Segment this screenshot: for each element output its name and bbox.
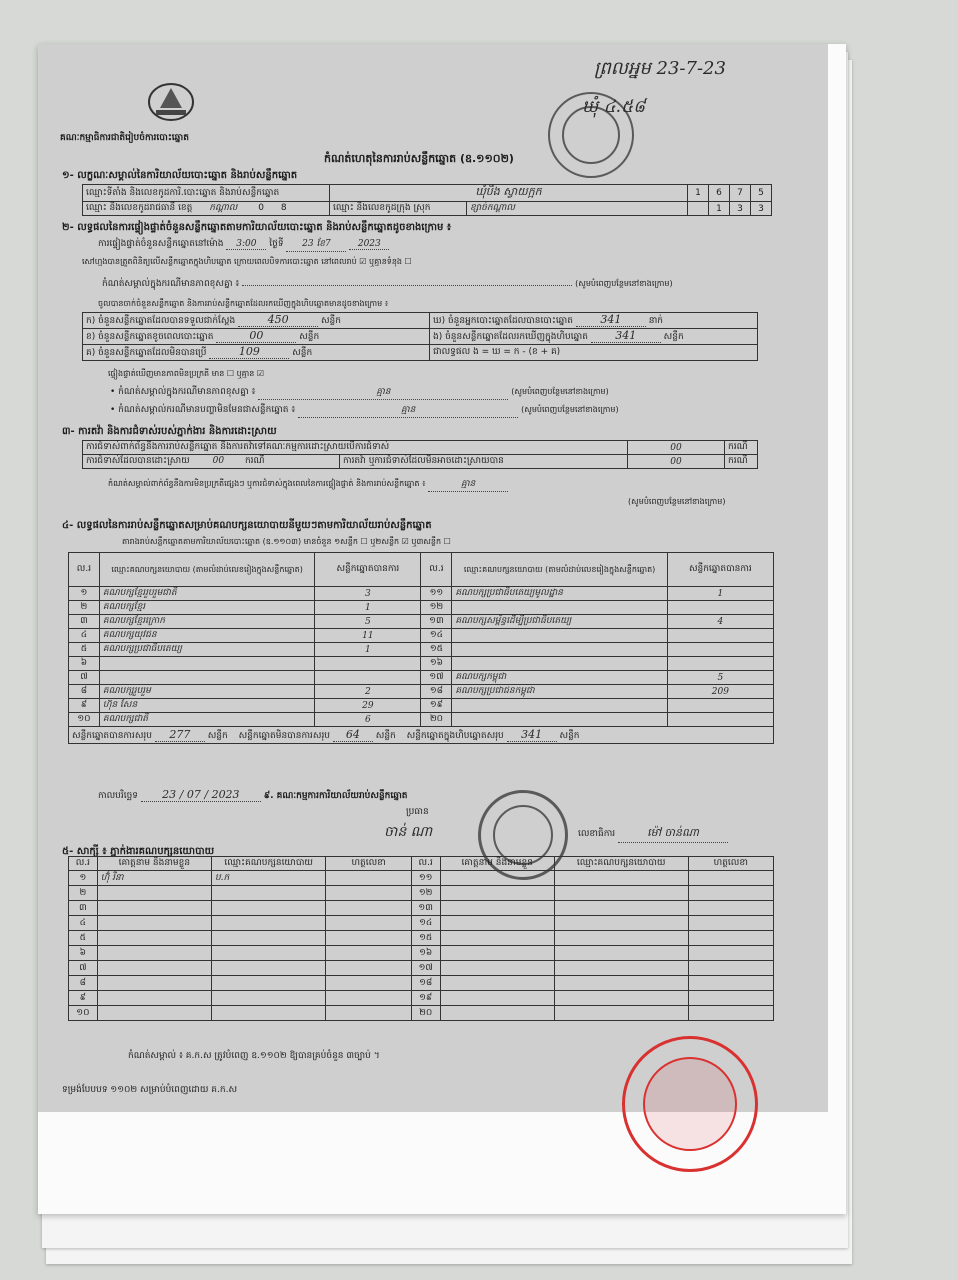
witness-name [440,886,554,901]
b-label: ខ) ចំនួនសន្លឹកឆ្នោតខូចពេលបោះឆ្នោត [86,332,214,342]
witness-party [211,916,325,931]
d-label: ឃ) ចំនួនអ្នកបោះឆ្នោតដែលបានបោះឆ្នោត [433,316,573,326]
witness-name [97,946,211,961]
witness-signature [688,886,773,901]
witness-no: ៣ [69,901,98,916]
vote-count [667,601,773,615]
form-sheet [38,44,846,1214]
col-party-left: ឈ្មោះគណបក្សនយោបាយ (តាមលំដាប់លេខរៀងក្នុងសន្លឹកឆ្នោត) [99,553,314,587]
col-party-right: ឈ្មោះគណបក្សនយោបាយ (តាមលំដាប់លេខរៀងក្នុងសន្លឹកឆ្នោត) [452,553,667,587]
witness-name [440,976,554,991]
witness-party [554,886,688,901]
c-label: គ) ចំនួនសន្លឹកឆ្នោតដែលមិនបានប្រើ [86,348,207,358]
section2-title: ២- លទ្ធផលនៃការផ្ទៀងផ្ទាត់ចំនួនសន្លឹកឆ្នោតតាមការិយាល័យបោះឆ្នោត និងរាប់សន្លឹកឆ្នោតដូចខាងក្រោម ៖ [62,222,452,233]
witness-party [211,946,325,961]
witness-signature [326,901,411,916]
party-results-table: ល.រ ឈ្មោះគណបក្សនយោបាយ (តាមលំដាប់លេខរៀងក្នុងសន្លឹកឆ្នោត) សន្លឹកឆ្នោតបានការ ល.រ ឈ្មោះគណបក្សនយោបាយ (តាមលំដាប់លេខរៀងក្នុងសន្លឹកឆ្នោត) សន្លឹកឆ្នោតបានការ ១ គណបក្សខ្មែររួបរួមជាតិ 3 ១១ គណបក្សប្រជាធិបតេយ្យមូលដ្ឋាន 1 ២ គណបក្សខ្មែរ 1 ១២ ៣ គណបក្សខ្មែរក្រោក 5 ១៣ គណបក្សសម្ព័ន្ធដើម្បីប្រជាធិបតេយ្យ 4 ៤ គណបក្សយុវជន 11 ១៤ ៥ គណបក្សប្រជាធិបតេយ្យ 1 ១៥ ៦ ១៦ ៧ ១៧ គណបក្សកម្ពុជា 5 ៨ គណបក្សរួបរួម 2 ១៨ គណបក្សប្រជាជនកម្ពុជា 209 ៩ ហ៊ុន សែន 29 ១៩ ១០ គណបក្សជាតិ 6 ២០ សន្លឹកឆ្នោតបានការសរុប 277 សន្លឹក សន្លឹកឆ្នោតមិនបានការសរុប 64 សន្លឹក សន្លឹកឆ្នោតក្នុងហិបឆ្នោតសរុប 341 សន្លឹក [68,552,774,744]
col-no-left: ល.រ [69,553,100,587]
witness-row [69,961,774,976]
section4-title: ៤- លទ្ធផលនៃការរាប់សន្លឹកឆ្នោតសម្រាប់គណបក្សនយោបាយនីមួយៗតាមការិយាល័យរាប់សន្លឹកឆ្នោត [62,520,432,531]
section5-note: កំណត់សម្គាល់ ៖ គ.ក.ស ត្រូវបំពេញ ឧ.១១០២ ឱ្យបានគ្រប់ចំនួន ៣ច្បាប់ ។ [128,1051,380,1061]
witness-row [69,901,774,916]
top-handwritten-date: ព្រលអ្នម 23-7-23 [594,58,726,79]
e-value: 341 [591,329,661,343]
witness-row [69,871,774,886]
row-no: ៤ [69,629,100,643]
total-invalid-label: សន្លឹកឆ្នោតមិនបានការសរុប [238,730,331,741]
row-no: ១០ [69,713,100,727]
secretary: លេខាធិការ ម៉ៅ ចាន់ណា [578,826,728,843]
witness-name [97,961,211,976]
witness-signature [688,901,773,916]
section2-sub-intro: ចូលបានចាក់ចំនួនសន្លឹកឆ្នោត និងការរាប់សន្លឹកឆ្នោតដែលរកឃើញក្នុងហិបឆ្នោតមានដូចខាងក្រោម ៖ [98,299,389,308]
row-no: ១២ [421,601,452,615]
row-no: ១៧ [421,671,452,685]
witness-signature [326,961,411,976]
witness-name [440,931,554,946]
vote-count: 29 [315,699,421,713]
s3-row1-unit: ករណី [725,441,758,455]
witness-signature [326,871,411,886]
witness-party [211,1006,325,1021]
w-col-no-right: ល.រ [411,857,440,871]
commission-name: គណៈកម្មាធិការជាតិរៀបចំការបោះឆ្នោត [60,133,189,143]
party-name: ហ៊ុន សែន [99,699,314,713]
witness-no: ៩ [69,991,98,1006]
witness-no: ៥ [69,931,98,946]
witness-row [69,916,774,931]
witness-party: ប.ក [211,871,325,886]
witness-name [97,976,211,991]
party-name [452,657,667,671]
row1-value: ឃុំបឹង ស្វាយក្អក [330,185,688,202]
vote-count: 209 [667,685,773,699]
witness-signature [326,991,411,1006]
row1-code-4: 5 [751,185,772,202]
witness-signature [688,961,773,976]
verify-line: ការផ្ទៀងផ្ទាត់ចំនួនសន្លឹកឆ្នោតនៅម៉ោង 3:00 ថ្ងៃទី 23 ខែ7 2023 [98,238,389,252]
section2-note2: • កំណត់សម្គាល់ក្នុងករណីមានភាពខុសគ្នា ៖ គ្មាន (សូមបំពេញបន្ថែមនៅខាងក្រោម) [110,386,609,400]
row1-code-3: 7 [730,185,751,202]
s3-row2-unit2: ករណី [725,455,758,469]
party-name: គណបក្សប្រជាធិបតេយ្យ [99,643,314,657]
witness-name [97,1006,211,1021]
row-no: ២០ [421,713,452,727]
table-row [69,601,774,615]
row2-value: កណ្ដាល [209,203,238,213]
e-label: ង) ចំនួនសន្លឹកឆ្នោតដែលរកឃើញក្នុងហិបឆ្នោត [433,332,588,342]
vote-count [667,629,773,643]
row-no: ១៥ [421,643,452,657]
witness-party [554,871,688,886]
vote-count: 2 [315,685,421,699]
party-name: គណបក្សកម្ពុជា [452,671,667,685]
row2-code2-1: 1 [709,202,730,216]
witness-row [69,886,774,901]
form-footer: ទម្រង់បែបបទ ១១០២ សម្រាប់បំពេញដោយ គ.ក.ស [62,1085,238,1095]
party-name [452,713,667,727]
red-seal-stamp [622,1036,758,1172]
witness-row [69,1006,774,1021]
witness-name [440,946,554,961]
b-value: 00 [216,329,296,343]
witness-party [554,901,688,916]
witness-signature [688,976,773,991]
section3-title: ៣- ការតវ៉ា និងការជំទាស់របស់ភ្នាក់ងារ និងការដោះស្រាយ [62,426,277,437]
witness-party [554,991,688,1006]
witness-no: ១០ [69,1006,98,1021]
section5-title: ៥- សាក្សី ៖ ភ្នាក់ងារគណបក្សនយោបាយ [62,846,215,857]
form-title: កំណត់ហេតុនៃការរាប់សន្លឹកឆ្នោត (ឧ.១១០២) [324,152,514,165]
w-col-name-right: គោត្តនាម និងនាមខ្លួន [440,857,554,871]
table-row [69,699,774,713]
witness-party [211,976,325,991]
party-name: គណបក្សខ្មែររួបរួមជាតិ [99,587,314,601]
row-no: ១ [69,587,100,601]
total-invalid: 64 [333,728,373,742]
witness-no: ១៤ [411,916,440,931]
s3-row2-value2: 00 [628,455,725,469]
witness-name [440,871,554,886]
witness-signature [688,991,773,1006]
table-row [69,713,774,727]
party-name: គណបក្សខ្មែរក្រោក [99,615,314,629]
witness-row [69,991,774,1006]
witness-name [440,901,554,916]
witness-name [440,916,554,931]
witness-party [211,961,325,976]
total-valid-label: សន្លឹកឆ្នោតបានការសរុប [72,730,152,741]
vote-count [667,699,773,713]
witness-name [97,931,211,946]
witness-table [68,856,774,1021]
s3-row2-value: 00 [212,456,225,466]
vote-count [667,657,773,671]
witness-party [211,886,325,901]
verify-line-2: សៅហ្មងបានត្រួតពិនិត្យលើសន្លឹកឆ្នោតក្នុងហិបឆ្នោត ក្រោយពេលបិទការបោះឆ្នោត នៅពេលរាប់ ☑ ឬគ្មានទំនុង ☐ [82,257,412,266]
witness-name [440,1006,554,1021]
table-row [69,629,774,643]
table-row [69,587,774,601]
vote-count [667,713,773,727]
witness-party [211,931,325,946]
row2-value2: ខ្សាច់កណ្ដាល [467,202,688,216]
witness-no: ១៩ [411,991,440,1006]
row-no: ៦ [69,657,100,671]
c-value: 109 [209,345,289,359]
total-box: 341 [507,728,557,742]
section2-table: ក) ចំនួនសន្លឹកឆ្នោតដែលបានទទួលជាក់ស្ដែង 450 សន្លឹក ឃ) ចំនួនអ្នកបោះឆ្នោតដែលបានបោះឆ្នោត 341 នាក់ ខ) ចំនួនសន្លឹកឆ្នោតខូចពេលបោះឆ្នោត 00 សន្លឹក ង) ចំនួនសន្លឹកឆ្នោតដែលរកឃើញក្នុងហិបឆ្នោត 341 សន្លឹក គ) ចំនួនសន្លឹកឆ្នោតដែលមិនបានប្រើ 109 សន្លឹក ជាលទ្ធផល ង = ឃ = ក - (ខ + គ) [82,312,758,361]
col-votes-right: សន្លឹកឆ្នោតបានការ [667,553,773,587]
party-name: គណបក្សយុវជន [99,629,314,643]
w-col-name-left: គោត្តនាម និងនាមខ្លួន [97,857,211,871]
witness-no: ២ [69,886,98,901]
total-box-label: សន្លឹកឆ្នោតក្នុងហិបឆ្នោតសរុប [406,730,504,741]
w-col-sign-left: ហត្ថលេខា [326,857,411,871]
witness-no: ៨ [69,976,98,991]
row-no: ១១ [421,587,452,601]
party-name [452,629,667,643]
scanned-page [38,44,828,1112]
section3-note-hint: (សូមបំពេញបន្ថែមនៅខាងក្រោម) [628,497,726,506]
witness-no: ១៨ [411,976,440,991]
d-value: 341 [576,313,646,327]
witness-row [69,976,774,991]
witness-no: ១ [69,871,98,886]
table-row [69,643,774,657]
table-row [69,671,774,685]
witness-party [554,1006,688,1021]
section4-subtitle: តារាងរាប់សន្លឹកឆ្នោតតាមការិយាល័យបោះឆ្នោត (ឧ.១១០៣) មានចំនួន ១សន្លឹក ☐ ឬ២សន្លឹក ☑ ឬ៣សន្លឹក ☐ [122,537,451,546]
emblem-icon [146,80,196,124]
vote-count: 5 [667,671,773,685]
row2-code2-2: 3 [730,202,751,216]
row-no: ៩ [69,699,100,713]
row-no: ១៣ [421,615,452,629]
row-no: ១៤ [421,629,452,643]
witness-no: ១២ [411,886,440,901]
chief-signature: ចាន់ ណា [384,824,433,840]
section3-note: កំណត់សម្គាល់ពាក់ព័ន្ធនឹងការមិនប្រក្រតីផ្សេងៗ ឬការជំទាស់ក្នុងពេលនៃការផ្ទៀងផ្ទាត់ និងការរាប់សន្លឹកឆ្នោត ៖ គ្មាន [108,478,798,492]
witness-signature [326,946,411,961]
vote-count: 5 [315,615,421,629]
row-no: ៥ [69,643,100,657]
witness-signature [326,1006,411,1021]
witness-signature [326,916,411,931]
witness-name: ហ៊ុំ រីនា [97,871,211,886]
vote-count: 11 [315,629,421,643]
chief-role: ប្រធាន [406,807,429,817]
witness-party [211,901,325,916]
w-col-sign-right: ហត្ថលេខា [688,857,773,871]
w-col-party-right: ឈ្មោះគណបក្សនយោបាយ [554,857,688,871]
section2-note: កំណត់សម្គាល់ក្នុងករណីមានភាពខុសគ្នា ៖ (សូមបំពេញបន្ថែមនៅខាងក្រោម) [102,279,673,289]
party-name: គណបក្សជាតិ [99,713,314,727]
vote-count: 6 [315,713,421,727]
row2-code: 0 8 [258,203,287,213]
total-valid: 277 [155,728,205,742]
a-value: 450 [238,313,318,327]
stamp-number: ឃុំ ៤.៥៨ [582,97,646,117]
witness-signature [688,916,773,931]
row-no: ២ [69,601,100,615]
section3-table: ការជំទាស់ពាក់ព័ន្ធនឹងការរាប់សន្លឹកឆ្នោត និងការតវ៉ាទៅគណៈកម្មការដោះស្រាយបើការជំទាស់ 00 ករណី ការជំទាស់ដែលបានដោះស្រាយ 00 ករណី ការតវ៉ា ឬការជំទាស់ដែលមិនអាចដោះស្រាយបាន 00 ករណី [82,440,758,469]
col-no-right: ល.រ [421,553,452,587]
witness-signature [688,931,773,946]
vote-count: 3 [315,587,421,601]
formula: ជាលទ្ធផល ង = ឃ = ក - (ខ + គ) [430,345,758,361]
col-votes-left: សន្លឹកឆ្នោតបានការ [315,553,421,587]
witness-no: ១៦ [411,946,440,961]
party-name [452,699,667,713]
witness-signature [688,946,773,961]
witness-party [554,976,688,991]
vote-count [315,657,421,671]
row1-code-1: 1 [688,185,709,202]
witness-signature [326,976,411,991]
witness-name [97,886,211,901]
witness-party [554,961,688,976]
witness-no: ៧ [69,961,98,976]
s3-row2-label2: ការតវ៉ា ឬការជំទាស់ដែលមិនអាចដោះស្រាយបាន [340,455,628,469]
party-name: គណបក្សប្រជាធិបតេយ្យមូលដ្ឋាន [452,587,667,601]
witness-no: ៤ [69,916,98,931]
vote-count: 1 [315,643,421,657]
witness-name [97,916,211,931]
witness-name [440,961,554,976]
a-label: ក) ចំនួនសន្លឹកឆ្នោតដែលបានទទួលជាក់ស្ដែង [86,316,236,326]
s3-row1-label: ការជំទាស់ពាក់ព័ន្ធនឹងការរាប់សន្លឹកឆ្នោត និងការតវ៉ាទៅគណៈកម្មការដោះស្រាយបើការជំទាស់ [83,441,628,455]
witness-party [554,931,688,946]
witness-name [97,991,211,1006]
party-name: គណបក្សរួបរួម [99,685,314,699]
vote-count: 1 [315,601,421,615]
row-no: ៧ [69,671,100,685]
witness-name [97,901,211,916]
section1-table [82,184,772,216]
party-name [99,671,314,685]
table-row [69,657,774,671]
party-name: គណបក្សប្រជាជនកម្ពុជា [452,685,667,699]
party-name [452,601,667,615]
row-no: ១៦ [421,657,452,671]
vote-count: 1 [667,587,773,601]
check-line: ផ្ទៀងផ្ទាត់ឃើញមានភាពមិនប្រក្រតី មាន ☐ ឬគ្មាន ☑ [108,369,265,378]
witness-no: ១៣ [411,901,440,916]
row1-label: ឈ្មោះទីតាំង និងលេខកូដការិ.បោះឆ្នោត និងរាប់សន្លឹកឆ្នោត [83,185,330,202]
witness-row [69,946,774,961]
witness-name [440,991,554,1006]
row-no: ៨ [69,685,100,699]
witness-no: ២០ [411,1006,440,1021]
witness-signature [688,871,773,886]
witness-party [554,916,688,931]
witness-no: ១១ [411,871,440,886]
witness-signature [326,931,411,946]
party-name [452,643,667,657]
witness-no: ៦ [69,946,98,961]
vote-count: 4 [667,615,773,629]
witness-signature [688,1006,773,1021]
w-col-party-left: ឈ្មោះគណបក្សនយោបាយ [211,857,325,871]
table-row [69,685,774,699]
vote-count [315,671,421,685]
witness-row [69,931,774,946]
row-no: ១៩ [421,699,452,713]
witness-no: ១៧ [411,961,440,976]
section2-note3: • កំណត់សម្គាល់ករណីមានបញ្ហាមិនមែនជាសន្លឹកឆ្នោត ៖ គ្មាន (សូមបំពេញបន្ថែមនៅខាងក្រោម) [110,404,619,418]
s3-row2-label: ការជំទាស់ដែលបានដោះស្រាយ [86,456,190,466]
table-row [69,615,774,629]
party-name: គណបក្សសម្ព័ន្ធដើម្បីប្រជាធិបតេយ្យ [452,615,667,629]
row1-code-2: 6 [709,185,730,202]
row-no: ១៨ [421,685,452,699]
party-name [99,657,314,671]
witness-no: ១៥ [411,931,440,946]
vote-count [667,643,773,657]
witness-party [554,946,688,961]
row-no: ៣ [69,615,100,629]
party-name: គណបក្សខ្មែរ [99,601,314,615]
w-col-no-left: ល.រ [69,857,98,871]
row2-label: ឈ្មោះ និងលេខកូដរាជធានី ខេត្ត [86,203,193,213]
s3-row1-value: 00 [628,441,725,455]
row2-code2-3: 3 [751,202,772,216]
row2-label2: ឈ្មោះ និងលេខកូដក្រុង ស្រុក [330,202,467,216]
witness-signature [326,886,411,901]
witness-party [211,991,325,1006]
date-line: កាលបរិច្ឆេទ 23 / 07 / 2023 ៩. គណៈកម្មការការិយាល័យរាប់សន្លឹកឆ្នោត [98,788,408,801]
section1-title: ១- លក្ខណៈសម្គាល់នៃការិយាល័យបោះឆ្នោត និងរាប់សន្លឹកឆ្នោត [62,170,298,181]
